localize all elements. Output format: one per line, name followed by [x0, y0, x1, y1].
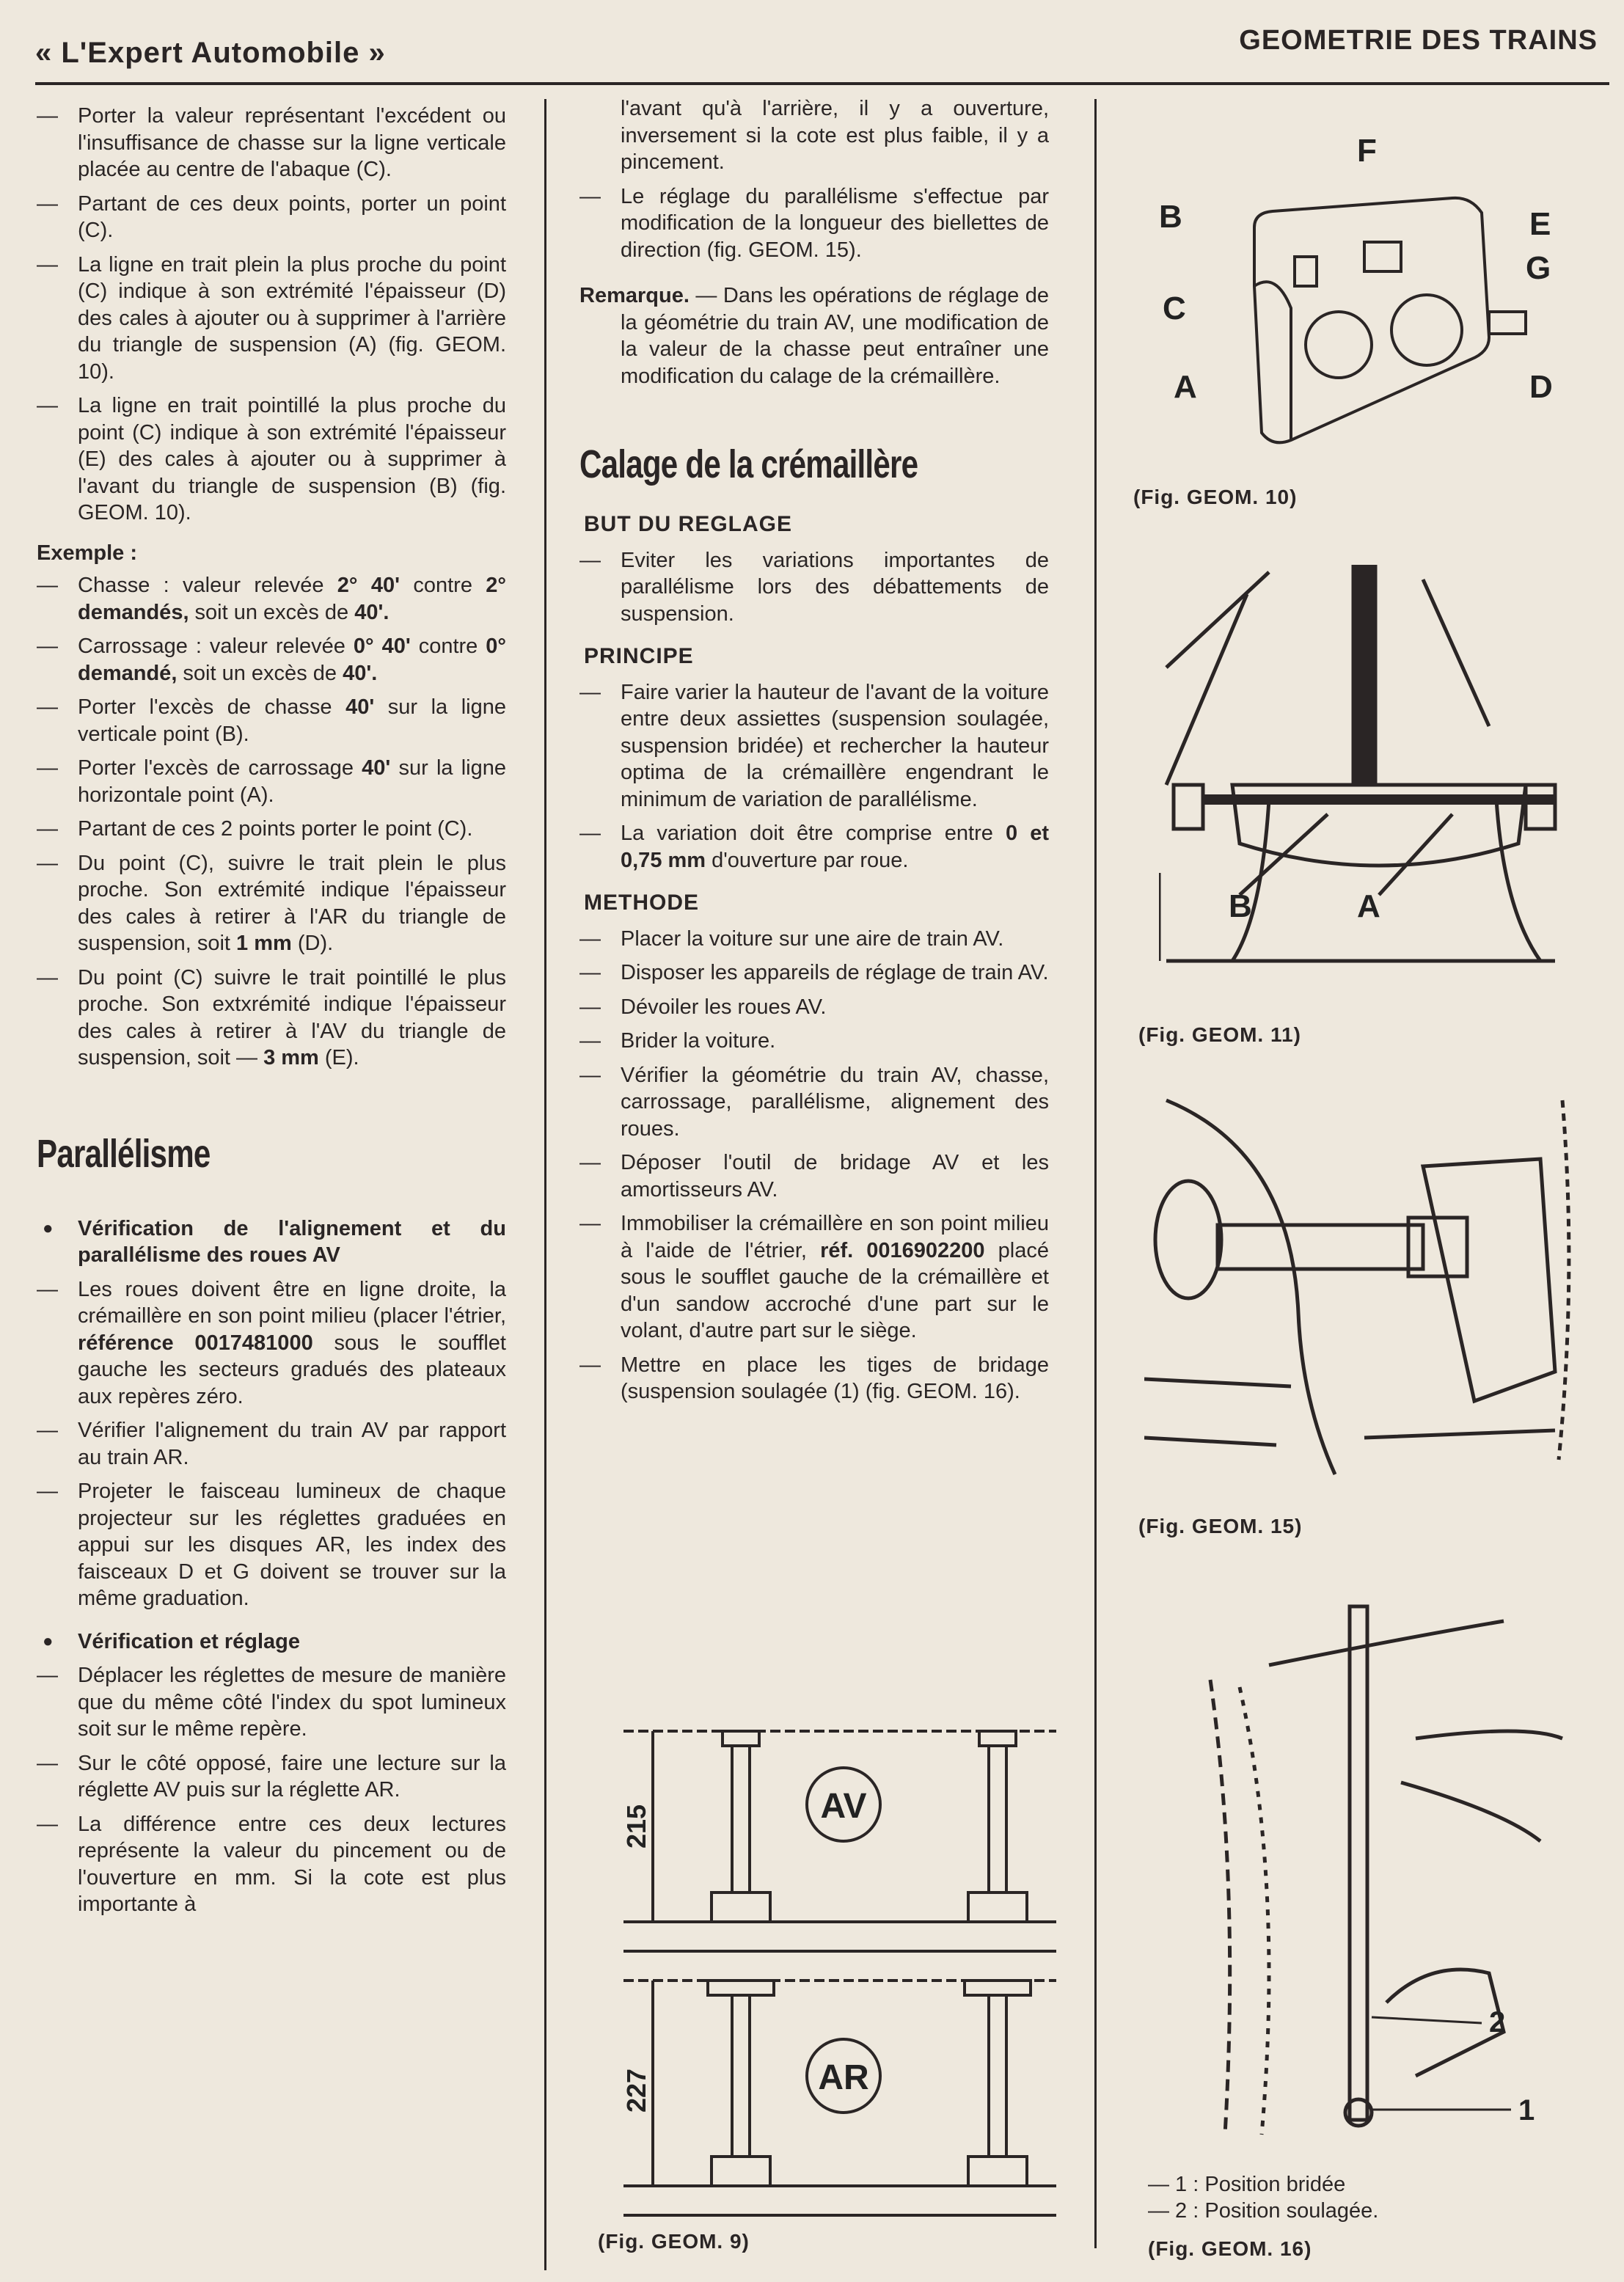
- list-item: [37, 252, 506, 386]
- text-run: Chasse : valeur relevée: [78, 574, 337, 597]
- emphasis-text: 0° 40': [353, 635, 411, 658]
- list-item: [579, 183, 1049, 264]
- emphasis-text: réf. 0016902200: [820, 1238, 985, 1262]
- label-c: C: [1163, 290, 1186, 326]
- text-run: contre: [400, 574, 486, 597]
- figure-geom16: [1196, 1592, 1577, 2149]
- list-item: [37, 1811, 506, 1918]
- text-run: Eviter les variations importantes de parallélisme lors des débattements de suspension.: [621, 548, 1049, 626]
- label-e: E: [1529, 206, 1551, 242]
- emphasis-text: 40'.: [343, 661, 378, 685]
- text-run: Placer la voiture sur une aire de train AV.: [621, 926, 1004, 951]
- text-run: Vérifier l'alignement du train AV par rapport au train AR.: [78, 1419, 506, 1469]
- caption-geom15: (Fig. GEOM. 15): [1138, 1515, 1303, 1537]
- caption-geom11: (Fig. GEOM. 11): [1138, 1023, 1301, 1046]
- legend-item-2: — 2 : Position soulagée.: [1148, 2199, 1379, 2223]
- list-item: [579, 926, 1049, 953]
- label-2: 2: [1489, 2006, 1506, 2038]
- figure-geom10-labels: [1159, 133, 1553, 405]
- text-run: d'ouverture par roue.: [706, 848, 909, 872]
- text-run: Porter l'excès de chasse: [78, 695, 346, 719]
- figure-geom10: [1144, 125, 1584, 462]
- caption-geom16: (Fig. GEOM. 16): [1148, 2237, 1312, 2260]
- list-item: [579, 959, 1049, 987]
- text-run: Brider la voiture.: [621, 1029, 776, 1053]
- caption-geom9: (Fig. GEOM. 9): [598, 2230, 750, 2253]
- list-item: [37, 1750, 506, 1804]
- text-run: Dévoiler les roues AV.: [621, 995, 827, 1019]
- text-run: Déposer l'outil de bridage AV et les amortisseurs AV.: [621, 1151, 1049, 1202]
- label-a: A: [1357, 888, 1380, 924]
- label-ar: AR: [818, 2058, 869, 2097]
- but-list: [579, 547, 1049, 628]
- text-run: Les roues doivent être en ligne droite, la crémaillère en son point milieu (placer l'étrier,: [78, 1277, 506, 1328]
- text-run: Immobiliser la crémaillère en son point milieu à l'aide de l'étrier,: [621, 1212, 1049, 1262]
- example-list: [37, 572, 506, 1072]
- text-run: sous le soufflet gauche les secteurs gradués des plateaux aux repères zéro.: [78, 1331, 506, 1408]
- figure-geom15: [1144, 1093, 1584, 1482]
- list-item: [37, 191, 506, 244]
- emphasis-text: 0 et 0,75 mm: [621, 822, 1049, 872]
- text-run: contre: [410, 635, 486, 658]
- text-run: La variation doit être comprise entre: [621, 822, 1006, 845]
- text-run: Carrossage : valeur relevée: [78, 635, 354, 658]
- list-item: [579, 679, 1049, 813]
- text-run: Disposer les appareils de réglage de train AV.: [621, 961, 1049, 984]
- text-run: Faire varier la hauteur de l'avant de la voiture entre deux assiettes (suspension soulagée, suspension bridée) et rechercher la hauteur optima de la crémaillère engendrant le minimum de variation de parallélisme.: [621, 680, 1049, 811]
- list-item: [579, 1028, 1049, 1055]
- text-run: Partant de ces deux points, porter un point (C).: [78, 191, 506, 242]
- label-a: A: [1174, 369, 1197, 405]
- publication-title: « L'Expert Automobile »: [35, 37, 386, 69]
- text-run: Le réglage du parallélisme s'effectue par modification de la longueur des biellettes de direction (fig. GEOM. 15).: [621, 184, 1049, 262]
- emphasis-text: 2° 40': [337, 574, 400, 597]
- emphasis-text: 1 mm: [236, 932, 292, 955]
- list-item: [37, 103, 506, 183]
- remark-text: — Dans les opérations de réglage de la géométrie du train AV, une modification de la valeur de la chasse peut entraîner une modification du calage de la crémaillère.: [621, 284, 1049, 388]
- text-run: (E).: [318, 1046, 359, 1069]
- text-run: Partant de ces 2 points porter le point (C).: [78, 817, 473, 841]
- methode-label: METHODE: [584, 891, 699, 915]
- list-item: [37, 392, 506, 527]
- emphasis-text: 2° demandés,: [78, 574, 507, 624]
- label-b: B: [1229, 888, 1252, 924]
- text-run: placé sous le soufflet gauche de la crémaillère et d'un sandow accroché d'une part sur le volant, d'autre part sur le siège.: [621, 1238, 1049, 1342]
- principe-label: PRINCIPE: [584, 644, 694, 668]
- emphasis-text: 0° demandé,: [78, 635, 507, 685]
- text-run: sur la ligne verticale point (B).: [78, 695, 506, 746]
- list-item: [37, 1276, 506, 1411]
- list-item: [579, 1149, 1049, 1203]
- list-item: [579, 1352, 1049, 1405]
- label-g: G: [1526, 250, 1551, 286]
- text-run: Sur le côté opposé, faire une lecture sur la réglette AV puis sur la réglette AR.: [78, 1751, 506, 1802]
- text-column-1: [37, 103, 506, 1926]
- text-run: La différence entre ces deux lectures représente la valeur du pincement ou de l'ouverture en mm. Si la cote est plus importante à: [78, 1812, 506, 1916]
- emphasis-text: 3 mm: [263, 1046, 319, 1069]
- list-item: [37, 965, 506, 1072]
- text-run: Porter l'excès de carrossage: [78, 756, 362, 780]
- column-divider-2: [1094, 99, 1097, 2248]
- principe-list: [579, 679, 1049, 874]
- emphasis-text: 40': [345, 695, 375, 719]
- remark-label: Remarque.: [579, 284, 690, 307]
- list-item: [37, 694, 506, 747]
- list-item: [37, 633, 506, 687]
- text-run: Du point (C) suivre le trait pointillé le plus proche. Son extxrémité indique l'épaisseur des cales à retirer à l'AV du triangle de suspension, soit —: [78, 965, 506, 1069]
- text-run: La ligne en trait plein la plus proche du point (C) indique à son extrémité l'épaisseur (D) des cales à ajouter ou à supprimer à l'arrière du triangle de suspension (A) (fig. GEOM. 10).: [78, 252, 506, 384]
- list-item: [579, 1062, 1049, 1143]
- list-item: [579, 1210, 1049, 1345]
- parallelism-list: [579, 183, 1049, 264]
- methode-list: [579, 926, 1049, 1405]
- text-run: Vérifier la géométrie du train AV, chasse, carrossage, parallélisme, alignement des roues.: [621, 1063, 1049, 1141]
- instruction-list: [37, 103, 506, 527]
- text-column-2: [579, 95, 1049, 1413]
- subheading-verification-reglage: ● Vérification et réglage: [37, 1628, 506, 1656]
- figure-geom9: [587, 1716, 1086, 2245]
- dimension-215: 215: [621, 1804, 651, 1848]
- list-item: [579, 994, 1049, 1021]
- text-run: La ligne en trait pointillé la plus proche du point (C) indique à son extrémité l'épaisseur (E) des cales à ajouter ou à supprimer à l'avant du triangle de suspension (B) (fig. GEOM. 10).: [78, 394, 506, 524]
- list-item: [579, 820, 1049, 874]
- list-item: [37, 850, 506, 957]
- caption-geom10: (Fig. GEOM. 10): [1133, 486, 1298, 508]
- text-run: Projeter le faisceau lumineux de chaque projecteur sur les réglettes graduées en appui sur les disques AR, les index des faisceaux D et G doivent se trouver sur la même graduation.: [78, 1480, 506, 1610]
- section-title: GEOMETRIE DES TRAINS: [1239, 25, 1598, 56]
- text-run: Porter la valeur représentant l'excédent ou l'insuffisance de chasse sur la ligne verticale placée au centre de l'abaque (C).: [78, 104, 506, 181]
- emphasis-text: 40': [362, 756, 391, 780]
- legend-item-1: — 1 : Position bridée: [1148, 2173, 1346, 2196]
- list-item: [37, 755, 506, 808]
- label-av: AV: [820, 1787, 867, 1826]
- emphasis-text: 40'.: [354, 600, 389, 624]
- continued-text: l'avant qu'à l'arrière, il y a ouverture, inversement si la cote est plus faible, il y a pincement.: [621, 97, 1049, 174]
- example-label: Exemple :: [37, 541, 137, 565]
- alignment-list: [37, 1276, 506, 1612]
- figure-geom16-legend: [1148, 2171, 1378, 2224]
- label-d: D: [1529, 369, 1553, 405]
- list-item: [37, 816, 506, 843]
- dimension-227: 227: [621, 2068, 651, 2113]
- header-rule: [35, 82, 1609, 85]
- figure-geom11: [1159, 565, 1570, 976]
- list-item: [37, 1662, 506, 1743]
- heading-calage: Calage de la crémaillère: [579, 442, 918, 486]
- text-run: Mettre en place les tiges de bridage (suspension soulagée (1) (fig. GEOM. 16).: [621, 1353, 1049, 1403]
- text-run: Du point (C), suivre le trait plein le plus proche. Son extrémité indique l'épaisseur des cales à retirer à l'AR du triangle de suspension, soit: [78, 851, 506, 955]
- emphasis-text: référence 0017481000: [78, 1331, 313, 1355]
- remark: [579, 282, 1049, 390]
- label-1: 1: [1518, 2094, 1535, 2126]
- list-item: [579, 547, 1049, 628]
- text-run: (D).: [291, 932, 334, 955]
- list-item: [37, 572, 506, 626]
- text-run: Déplacer les réglettes de mesure de manière que du même côté l'index du spot lumineux soit sur le même repère.: [78, 1664, 506, 1741]
- text-run: soit un excès de: [189, 600, 355, 624]
- text-run: sur la ligne horizontale point (A).: [78, 756, 506, 807]
- label-b: B: [1159, 199, 1182, 235]
- label-f: F: [1357, 133, 1377, 169]
- list-item: [37, 1417, 506, 1471]
- list-item: [37, 1478, 506, 1612]
- text-run: soit un excès de: [177, 661, 343, 685]
- column-divider-1: [544, 99, 546, 2270]
- subheading-verification-alignement: ● Vérification de l'alignement et du parallélisme des roues AV: [37, 1215, 506, 1269]
- but-label: BUT DU REGLAGE: [584, 512, 792, 536]
- heading-parallelisme: Parallélisme: [37, 1131, 211, 1176]
- adjustment-list: [37, 1662, 506, 1918]
